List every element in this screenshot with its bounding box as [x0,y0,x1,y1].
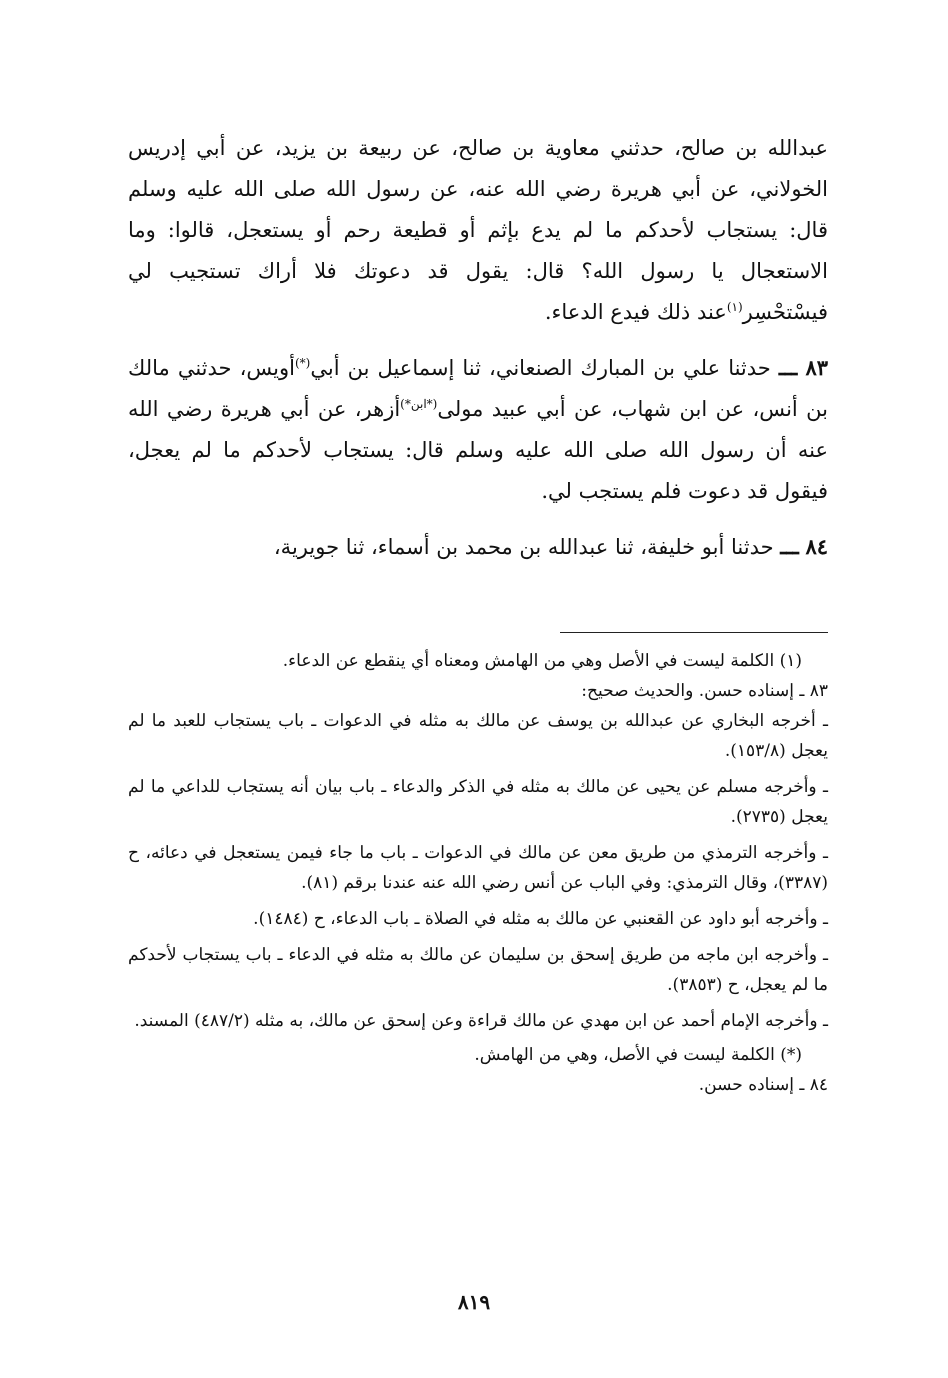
footnote-83-item: ـ وأخرجه ابن ماجه من طريق إسحق بن سليمان عن مالك به مثله في الدعاء ـ باب يستجاب لأحدكم ما لم يعجل، ح (٣٨٥٣). [128,945,828,995]
footnote-83-heading: ٨٣ ـ إسناده حسن. والحديث صحيح: [581,681,828,701]
footnote-83-item: ـ وأخرجه الترمذي من طريق معن عن مالك في الدعوات ـ باب ما جاء فيمن يستعجل في دعائه، ح (٣٣٨٧)، وقال الترمذي: وفي الباب عن أنس رضي الله عنه عندنا برقم (٨١). [128,843,828,893]
footnote-marker-star: (*) [294,356,311,370]
dash-separator: ـــ [780,534,799,559]
footnote-83-item: ـ وأخرجه مسلم عن يحيى عن مالك به مثله في الذكر والدعاء ـ باب بيان أنه يستجاب للداعي ما لم يعجل (٢٧٣٥). [128,777,828,827]
hadith-text-part-c: أزهر، عن أبي هريرة رضي الله عنه أن رسول الله صلى الله عليه وسلم قال: يستجاب لأحدكم ما لم يعجل، فيقول قد دعوت فلم يستجب لي. [128,397,828,503]
footnotes [128,646,828,1100]
page-number: ٨١٩ [457,1290,491,1314]
footnote-1: (١) الكلمة ليست في الأصل وهي من الهامش ومعناه أي ينقطع عن الدعاء. [282,651,802,671]
footnote-star: (*) الكلمة ليست في الأصل، وهي من الهامش. [474,1045,802,1065]
paragraph-text-end: عند ذلك فيدع الدعاء. [544,300,727,324]
paragraph-hadith-82-continued [128,128,828,333]
footnote-marker-1: (١) [726,300,743,314]
footnote-84: ٨٤ ـ إسناده حسن. [698,1075,828,1095]
hadith-text-part-a: حدثنا علي بن المبارك الصنعاني، ثنا إسماعيل بن أبي [310,356,771,380]
hadith-text: حدثنا أبو خليفة، ثنا عبدالله بن محمد بن أسماء، ثنا جويرية، [273,535,774,559]
footnote-83-item: ـ أخرجه البخاري عن عبدالله بن يوسف عن مالك به مثله في الدعوات ـ باب يستجاب للعبد ما لم يعجل (١٥٣/٨). [128,711,828,761]
paragraph-hadith-84 [128,526,828,568]
footnote-83-item: ـ وأخرجه الإمام أحمد عن ابن مهدي عن مالك قراءة وعن إسحق عن مالك، به مثله (٤٨٧/٢) المسند. [134,1011,828,1031]
paragraph-text: عبدالله بن صالح، حدثني معاوية بن صالح، عن ربيعة بن يزيد، عن أبي إدريس الخولاني، عن أبي هريرة رضي الله عنه، عن رسول الله صلى الله عليه وسلم قال: يستجاب لأحدكم ما لم يدع بإثم أو قطيعة رحم أو يستعجل، قالوا: وما الاستعجال يا رسول الله؟ قال: يقول قد دعوتك فلا أراك تستجيب لي فيسْتحْسِر [128,136,828,324]
paragraph-hadith-83 [128,347,828,512]
footnote-83-item: ـ وأخرجه أبو داود عن القعنبي عن مالك به مثله في الصلاة ـ باب الدعاء، ح (١٤٨٤). [253,909,828,929]
footnote-divider [560,632,828,633]
hadith-text-part-b: أويس، حدثني مالك بن أنس، عن ابن شهاب، عن أبي عبيد مولى [128,356,828,421]
hadith-number: ٨٣ [805,355,828,380]
dash-separator: ـــ [778,355,798,380]
footnote-marker-star-ibn: (*ابن*) [400,397,438,411]
hadith-number: ٨٤ [805,534,828,559]
main-text [128,128,828,568]
